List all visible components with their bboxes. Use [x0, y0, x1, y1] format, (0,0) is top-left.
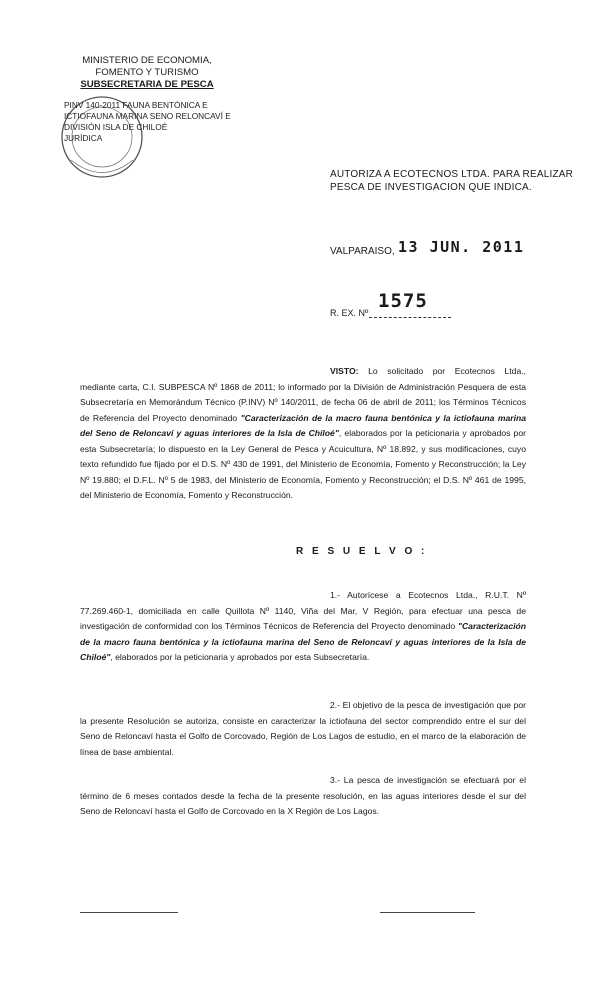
item-1-text-1: 1.- Autorícese a Ecotecnos Ltda., R.U.T. Nº 77.269.460-1, domiciliada en calle Quillota Nº 1140, Viña del Mar, V Región, para efectuar una pesca de investigación de conformidad con los Términos Técnicos de Referencia del Proyecto denominado	[80, 590, 526, 631]
resolution-number: 1575	[378, 290, 428, 312]
subject-line-1: AUTORIZA A ECOTECNOS LTDA. PARA REALIZAR	[330, 169, 574, 180]
stamp-line-3: DIVISIÓN ISLA DE CHILOÉ	[64, 122, 168, 132]
item-1-paragraph	[80, 588, 526, 666]
subsecretaria-line: SUBSECRETARIA DE PESCA	[80, 79, 214, 90]
visto-text-1: Lo solicitado por Ecotecnos Ltda., mediante carta, C.I. SUBPESCA Nº 1868 de 2011; lo informado por la División de Administración Pesquera de esta Subsecretaría en Memorándum Técnico (P.INV) Nº 140/2011, de fecha 06 de abril de 2011; los Términos Técnicos de Referencia del Proyecto denominado	[80, 366, 526, 423]
item-3-text: 3.- La pesca de investigación se efectuará por el término de 6 meses contados desde la fecha de la presente resolución, en las aguas interiores desde el sur del Seno de Reloncaví hasta el Golfo de Corcovado en la X Región de Los Lagos.	[80, 775, 526, 816]
stamp-text	[64, 100, 231, 144]
subject-line-2: PESCA DE INVESTIGACION QUE INDICA.	[330, 182, 532, 193]
resolution-number-label: R. EX. Nº	[330, 308, 369, 318]
visto-paragraph	[80, 364, 526, 504]
visto-project-title: "Caracterización de la macro fauna bentónica y la ictiofauna marina del Seno de Reloncaví y aguas interiores de la Isla de Chiloé"	[80, 412, 526, 438]
stamp-line-4: JURÍDICA	[64, 133, 103, 143]
date-stamp: 13 JUN. 2011	[398, 238, 525, 256]
place-label: VALPARAISO,	[330, 246, 395, 257]
visto-label: VISTO:	[330, 366, 359, 376]
item-1-project-title: "Caracterización de la macro fauna bentónica y la ictiofauna marina del Seno de Reloncaví y aguas interiores de la Isla de Chiloé"	[80, 621, 526, 662]
ministry-line-2: FOMENTO Y TURISMO	[95, 67, 199, 78]
stamp-line-2: ICTIOFAUNA MARINA SENO RELONCAVÍ E	[64, 111, 231, 121]
visto-text-2: , elaborados por la peticionaria y aprobados por esta Subsecretaría; lo dispuesto en la Ley General de Pesca y Acuicultura, Nº 18.892, y sus modificaciones, cuyo texto refundido fue fijado por el D.S. Nº 430 de 1991, del Ministerio de Economía, Fomento y Reconstrucción; la Ley Nº 19.880; el D.F.L. Nº 5 de 1983, del Ministerio de Economía, Fomento y Reconstrucción; el D.S. Nº 461 de 1995, del Ministerio de Economía, Fomento y Reconstrucción.	[80, 428, 526, 500]
resuelvo-heading: R E S U E L V O :	[296, 546, 428, 557]
letterhead	[72, 55, 222, 91]
resolution-number-line	[369, 317, 451, 318]
item-2-text: 2.- El objetivo de la pesca de investigación que por la presente Resolución se autoriza, consiste en caracterizar la ictiofauna del sector comprendido entre el sur del Seno de Reloncaví hasta el Golfo de Corcovado, Región de Los Lagos de estudio, en el marco de la elaboración de línea de base ambiental.	[80, 700, 526, 757]
document-subject	[330, 168, 573, 194]
item-2-paragraph	[80, 698, 526, 760]
item-3-paragraph	[80, 773, 526, 820]
signature-line-left	[80, 912, 178, 913]
signature-line-right	[380, 912, 475, 913]
stamp-line-1: PINV 140-2011 FAUNA BENTÓNICA E	[64, 100, 208, 110]
item-1-text-2: , elaborados por la peticionaria y aprobados por esta Subsecretaría.	[110, 652, 370, 662]
ministry-line-1: MINISTERIO DE ECONOMIA,	[82, 55, 212, 66]
